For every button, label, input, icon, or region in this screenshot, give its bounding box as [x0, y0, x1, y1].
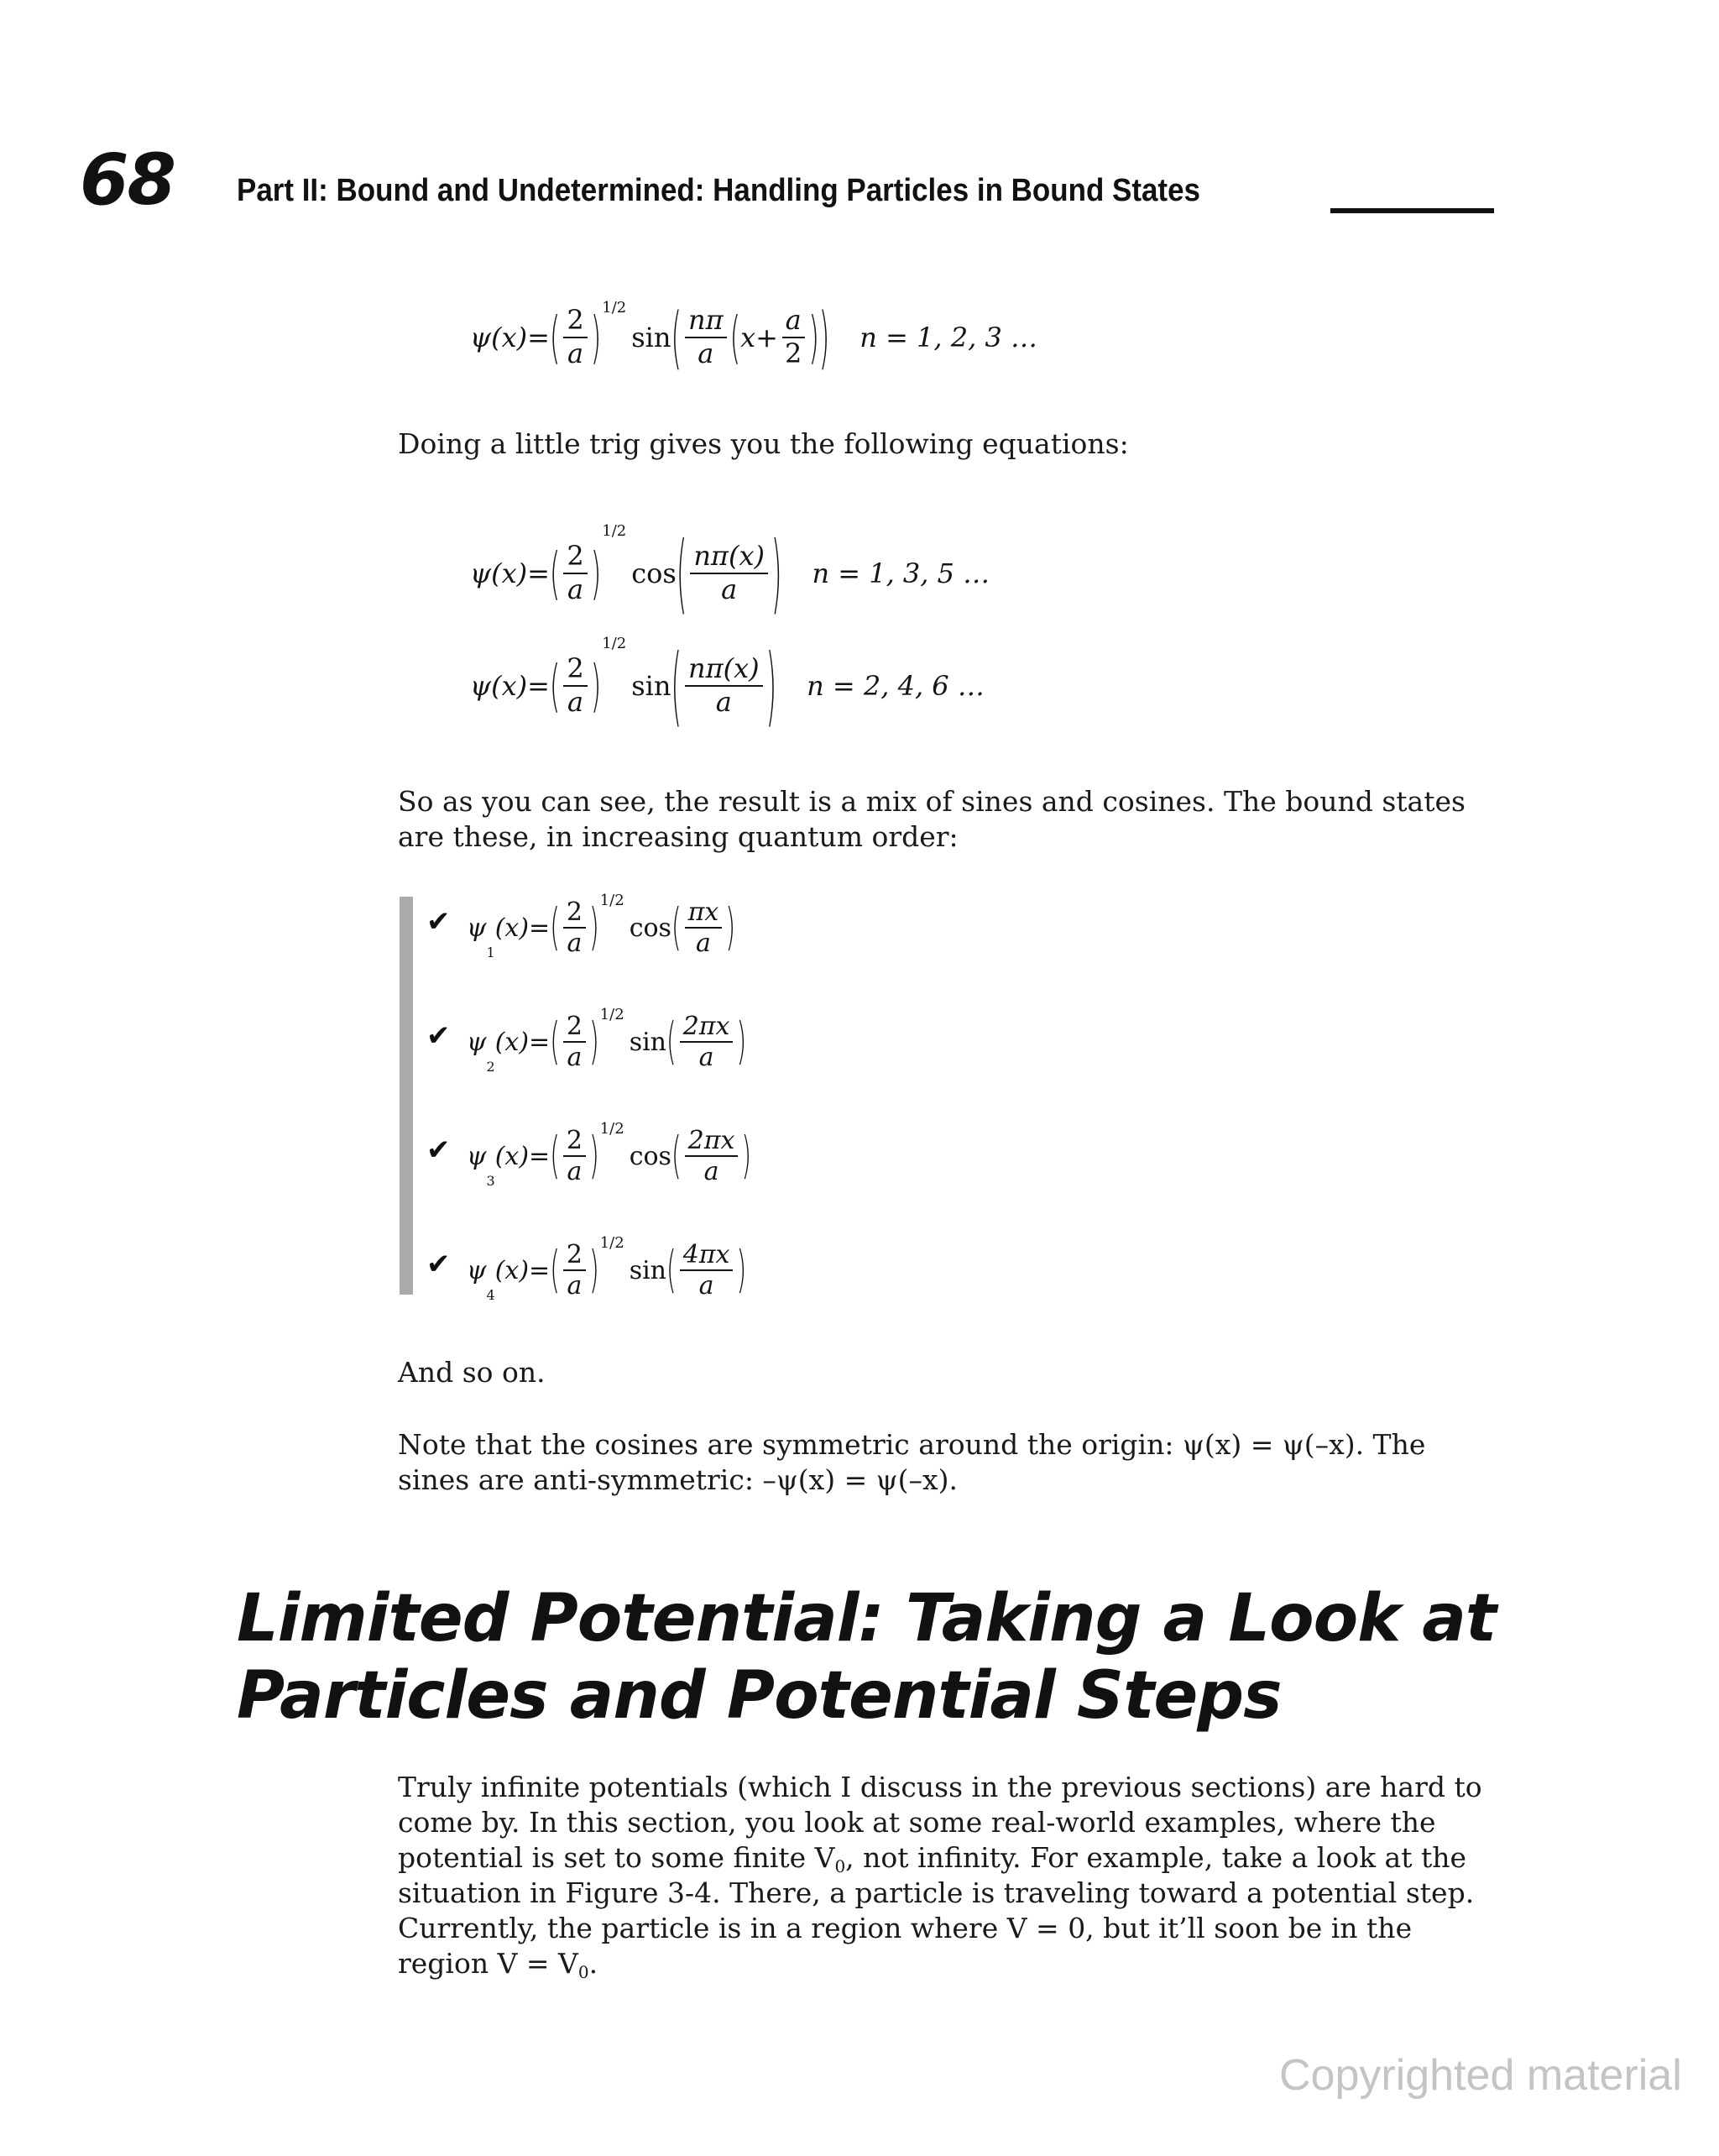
eq-exponent: 1/2: [602, 299, 627, 317]
bound-state-3: ψ 3 (x)= ( $\frac{2}{a}$ ) 1/2 cos ( $\frac{2\pi x}{a}$ ): [467, 1120, 752, 1189]
checkmark-icon: ✔: [426, 905, 451, 939]
eq-range-label-even: n = 2, 4, 6 …: [807, 670, 985, 702]
eq-arg-fraction: $\frac{n\pi}{a}$: [685, 306, 727, 368]
paragraph-and-so-on: And so on.: [398, 1356, 546, 1389]
eq-lhs: ψ(x)=: [470, 322, 550, 353]
checkmark-icon: ✔: [426, 1019, 451, 1053]
checkmark-icon: ✔: [426, 1248, 451, 1281]
equation-trig-sin: ψ(x)= ( $\frac{2}{a}$ ) 1/2 sin ( $\frac{n\pi(x)}{a}$ ) n = 2, 4, 6 …: [470, 635, 985, 737]
list-sidebar-bar: [400, 897, 413, 1295]
eq-inner-fraction: $\frac{a}{2}$: [781, 306, 805, 368]
eq-range-label-odd: n = 1, 3, 5 …: [812, 557, 990, 589]
bound-state-1: ψ 1 (x)= ( $\frac{2}{a}$ ) 1/2 cos ( $\frac{\pi x}{a}$ ): [467, 892, 736, 960]
eq-range-label: n = 1, 2, 3 …: [860, 322, 1037, 353]
copyright-watermark: Copyrighted material: [1279, 2051, 1682, 2100]
equation-trig-cos: ψ(x)= ( $\frac{2}{a}$ ) 1/2 cos ( $\frac{n\pi(x)}{a}$ ) n = 1, 3, 5 …: [470, 522, 990, 625]
eq-inner: x+: [740, 322, 778, 353]
eq-func: sin: [631, 322, 671, 353]
paragraph-limited-potential: Truly infinite potentials (which I discuss in the previous sections) are hard to come by. In this section, you look at some real-world examples, where the potential is set to some finite $V_0$, not infinity. For example, take a look at the situation in Figure 3-4. There, a particle is traveling toward a potential step. Currently, the particle is in a region where V = 0, but it’ll soon be in the region $V = V_0$.: [398, 1771, 1482, 1982]
page-number: 68: [80, 139, 175, 221]
section-title: Limited Potential: Taking a Look at Particles and Potential Steps: [237, 1581, 1497, 1734]
bound-state-2: ψ 2 (x)= ( $\frac{2}{a}$ ) 1/2 sin ( $\frac{2\pi x}{a}$ ): [467, 1006, 747, 1075]
paragraph-symmetry-note: Note that the cosines are symmetric around the origin: ψ(x) = ψ(–x). The sines are anti-symmetric: –ψ(x) = ψ(–x).: [398, 1428, 1426, 1496]
bound-state-4: ψ 4 (x)= ( $\frac{2}{a}$ ) 1/2 sin ( $\frac{4\pi x}{a}$ ): [467, 1234, 747, 1303]
eq-coef-fraction: $\frac{2}{a}$: [563, 306, 587, 368]
running-head: Part II: Bound and Undetermined: Handling Particles in Bound States: [237, 173, 1200, 208]
paragraph-trig-intro: Doing a little trig gives you the following equations:: [398, 427, 1129, 460]
checkmark-icon: ✔: [426, 1133, 451, 1167]
paragraph-bound-states: So as you can see, the result is a mix of sines and cosines. The bound states are these, in increasing quantum order:: [398, 785, 1466, 853]
equation-main: ψ(x)= ( $\frac{2}{a}$ ) 1/2 sin ( $\frac{n\pi}{a}$ ( x+ $\frac{a}{2}$ ) ) n = 1, 2, 3 …: [470, 297, 1037, 378]
header-rule: [1330, 208, 1494, 213]
